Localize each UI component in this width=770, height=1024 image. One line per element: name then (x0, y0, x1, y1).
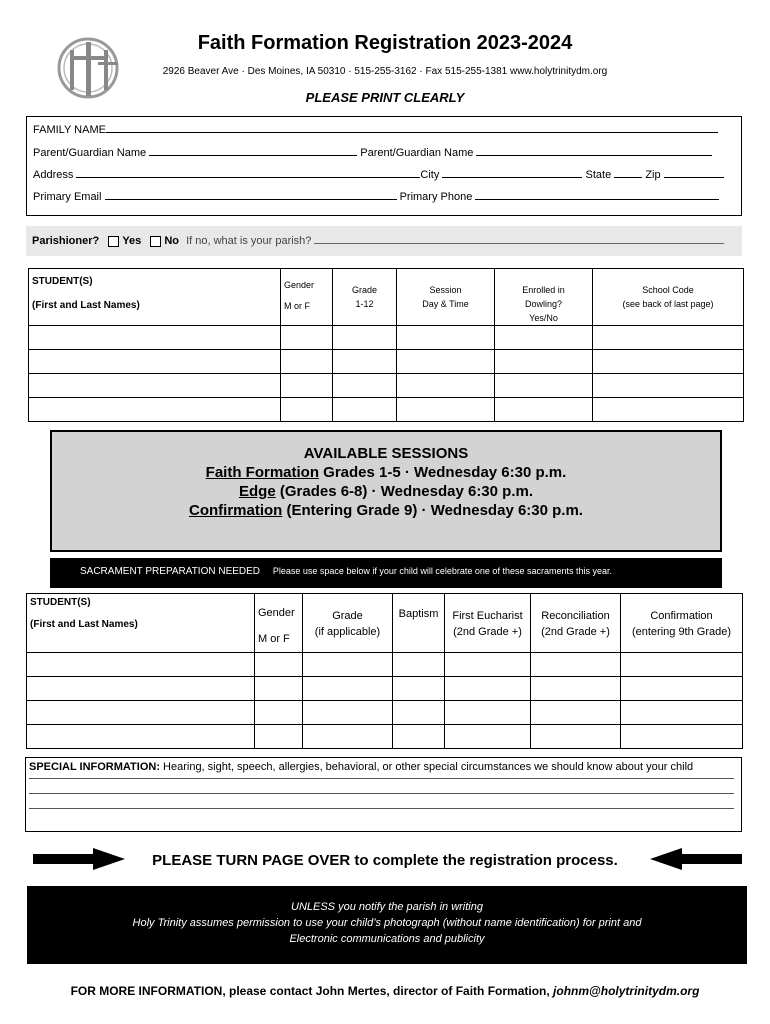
session-confirmation: Confirmation (Entering Grade 9) · Wednesday 6:30 p.m. (189, 502, 583, 519)
table-row[interactable] (27, 677, 743, 701)
turn-page-notice: PLEASE TURN PAGE OVER to complete the registration process. (152, 852, 618, 869)
student-header: STUDENT(S) (First and Last Names) (29, 269, 281, 326)
contact-info (0, 984, 770, 998)
table-row[interactable] (27, 725, 743, 749)
school-code-header: School Code (see back of last page) (593, 269, 744, 326)
zip-label: Zip (645, 169, 661, 181)
grade-header: Grade 1-12 (333, 269, 397, 326)
left-arrow-icon (650, 848, 742, 870)
print-notice: PLEASE PRINT CLEARLY (305, 90, 465, 105)
sac-grade-header: Grade (if applicable) (303, 594, 393, 653)
table-row[interactable] (27, 653, 743, 677)
email-label: Primary Email (33, 191, 102, 203)
no-label: No (164, 235, 180, 247)
special-info-text: Hearing, sight, speech, allergies, behavioral, or other special circumstances we should know about your child (159, 761, 694, 773)
guardian2-label: Parent/Guardian Name (360, 147, 474, 159)
sacrament-note: Please use space below if your child will celebrate one of these sacraments this year. (272, 566, 612, 576)
yes-checkbox[interactable] (108, 236, 119, 247)
available-sessions-box (50, 430, 722, 552)
photo-line-3: Electronic communications and publicity (289, 933, 485, 945)
parish-field[interactable] (314, 233, 724, 244)
address-label: Address (33, 169, 74, 181)
yes-label: Yes (122, 235, 142, 247)
sacrament-heading: SACRAMENT PREPARATION NEEDED (80, 566, 261, 577)
table-row[interactable] (29, 398, 744, 422)
sac-student-header: STUDENT(S) (First and Last Names) (27, 594, 255, 653)
photo-permission-notice (27, 886, 747, 964)
parishioner-row (26, 226, 742, 256)
sacrament-table (26, 593, 743, 749)
parish-address: 2926 Beaver Ave · Des Moines, IA 50310 · 515-255-3162 · Fax 515-255-1381 www.holytrinitydm.org (162, 66, 608, 77)
city-label: City (420, 169, 440, 181)
special-info-line[interactable] (29, 794, 734, 809)
table-row[interactable] (29, 350, 744, 374)
email-field[interactable] (105, 189, 397, 200)
session-faith-formation: Faith Formation Grades 1-5 · Wednesday 6:30 p.m. (205, 464, 567, 481)
phone-field[interactable] (475, 189, 719, 200)
sessions-heading: AVAILABLE SESSIONS (303, 445, 469, 462)
guardian1-label: Parent/Guardian Name (33, 147, 147, 159)
session-header: Session Day & Time (397, 269, 495, 326)
sac-gender-header: Gender M or F (255, 594, 303, 653)
table-row[interactable] (29, 326, 744, 350)
photo-line-2: Holy Trinity assumes permission to use your child’s photograph (without name identification) for print and (132, 917, 642, 929)
table-row[interactable] (29, 374, 744, 398)
guardian2-field[interactable] (476, 145, 712, 156)
students-table (28, 268, 744, 422)
city-field[interactable] (442, 167, 582, 178)
special-info-label: SPECIAL INFORMATION: (29, 761, 160, 773)
sacrament-bar (50, 558, 722, 588)
family-name-field[interactable] (106, 122, 718, 133)
baptism-header: Baptism (393, 594, 445, 653)
photo-line-1: UNLESS you notify the parish in writing (291, 901, 483, 913)
gender-header: Gender M or F (281, 269, 333, 326)
parish-question: If no, what is your parish? (186, 235, 312, 247)
guardian1-field[interactable] (149, 145, 357, 156)
family-info-block (26, 116, 742, 216)
students-header-row (29, 269, 744, 326)
form-title: Faith Formation Registration 2023-2024 (197, 32, 573, 54)
special-info-box (25, 757, 742, 832)
contact-email[interactable]: johnm@holytrinitydm.org (553, 984, 700, 998)
parishioner-label: Parishioner? (32, 235, 100, 247)
enrolled-header: Enrolled in Dowling? Yes/No (495, 269, 593, 326)
family-name-label: FAMILY NAME (33, 124, 106, 136)
state-label: State (585, 169, 612, 181)
special-info-line[interactable] (29, 779, 734, 794)
session-edge: Edge (Grades 6-8) · Wednesday 6:30 p.m. (239, 483, 533, 500)
table-row[interactable] (27, 701, 743, 725)
zip-field[interactable] (664, 167, 724, 178)
phone-label: Primary Phone (399, 191, 473, 203)
reconciliation-header: Reconciliation (2nd Grade +) (531, 594, 621, 653)
contact-text: FOR MORE INFORMATION, please contact John Mertes, director of Faith Formation, (70, 984, 554, 998)
eucharist-header: First Eucharist (2nd Grade +) (445, 594, 531, 653)
state-field[interactable] (614, 167, 642, 178)
confirmation-header: Confirmation (entering 9th Grade) (621, 594, 743, 653)
address-field[interactable] (76, 167, 420, 178)
no-checkbox[interactable] (150, 236, 161, 247)
sacrament-header-row (27, 594, 743, 653)
